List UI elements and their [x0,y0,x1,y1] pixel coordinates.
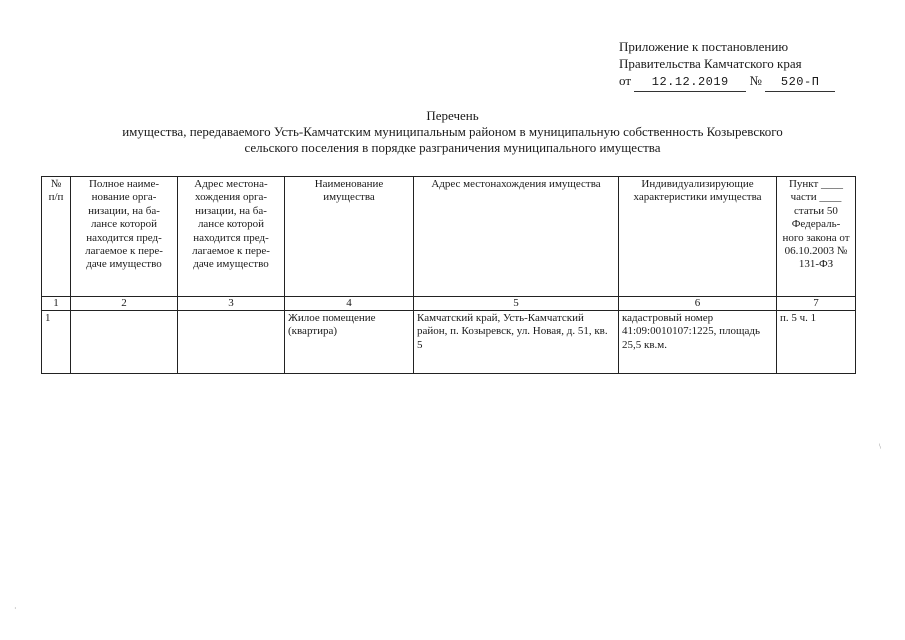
resolution-number: 520-П [765,74,835,92]
appendix-line-1: Приложение к постановлению [619,39,789,54]
title-line-3: сельского поселения в порядке разграничения муниципального имущества [244,140,661,155]
scan-speck: ﹨ [876,441,884,450]
appendix-line-2: Правительства Камчатского края [619,56,802,71]
table-row [42,311,856,374]
appendix-block [619,38,889,92]
property-table [41,176,856,374]
row-num: 1 [42,311,71,374]
row-property-name: Жилое помещение (квартира) [285,311,414,374]
from-label: от [619,73,632,88]
title-line-1: Перечень [426,108,479,123]
row-law-clause: п. 5 ч. 1 [777,311,856,374]
appendix-date-line [619,72,889,92]
column-number: 2 [71,297,178,311]
header-row [42,177,856,297]
header-cell-law-clause: Пункт ____ части ____ статьи 50 Федераль- ного закона от 06.10.2003 № 131-ФЗ [777,177,856,297]
row-characteristics: кадастровый номер 41:09:0010107:1225, площадь 25,5 кв.м. [619,311,777,374]
row-property-address: Камчатский край, Усть-Камчатский район, п. Козыревск, ул. Новая, д. 51, кв. 5 [414,311,619,374]
header-cell-property-address: Адрес местонахождения имущества [414,177,619,297]
document-title [20,108,885,156]
column-number: 3 [178,297,285,311]
column-number: 7 [777,297,856,311]
column-number: 5 [414,297,619,311]
column-number: 6 [619,297,777,311]
scan-speck: · [14,604,17,613]
row-org-address [178,311,285,374]
number-label: № [749,73,762,88]
column-number: 4 [285,297,414,311]
header-cell-characteristics: Индивидуализирующие характеристики имущества [619,177,777,297]
header-cell-org-address: Адрес местона- хождения орга- низации, на ба- лансе которой находится пред- лагаемое к пере- даче имущество [178,177,285,297]
title-line-2: имущества, передаваемого Усть-Камчатским муниципальным районом в муниципальную собственность Козыревского [122,124,783,139]
header-cell-property-name: Наименование имущества [285,177,414,297]
row-org-name [71,311,178,374]
header-cell-org-name: Полное наиме- нование орга- низации, на ба- лансе которой находится пред- лагаемое к пере- даче имущество [71,177,178,297]
header-cell-num: № п/п [42,177,71,297]
resolution-date: 12.12.2019 [634,74,746,92]
column-number-row [42,297,856,311]
column-number: 1 [42,297,71,311]
